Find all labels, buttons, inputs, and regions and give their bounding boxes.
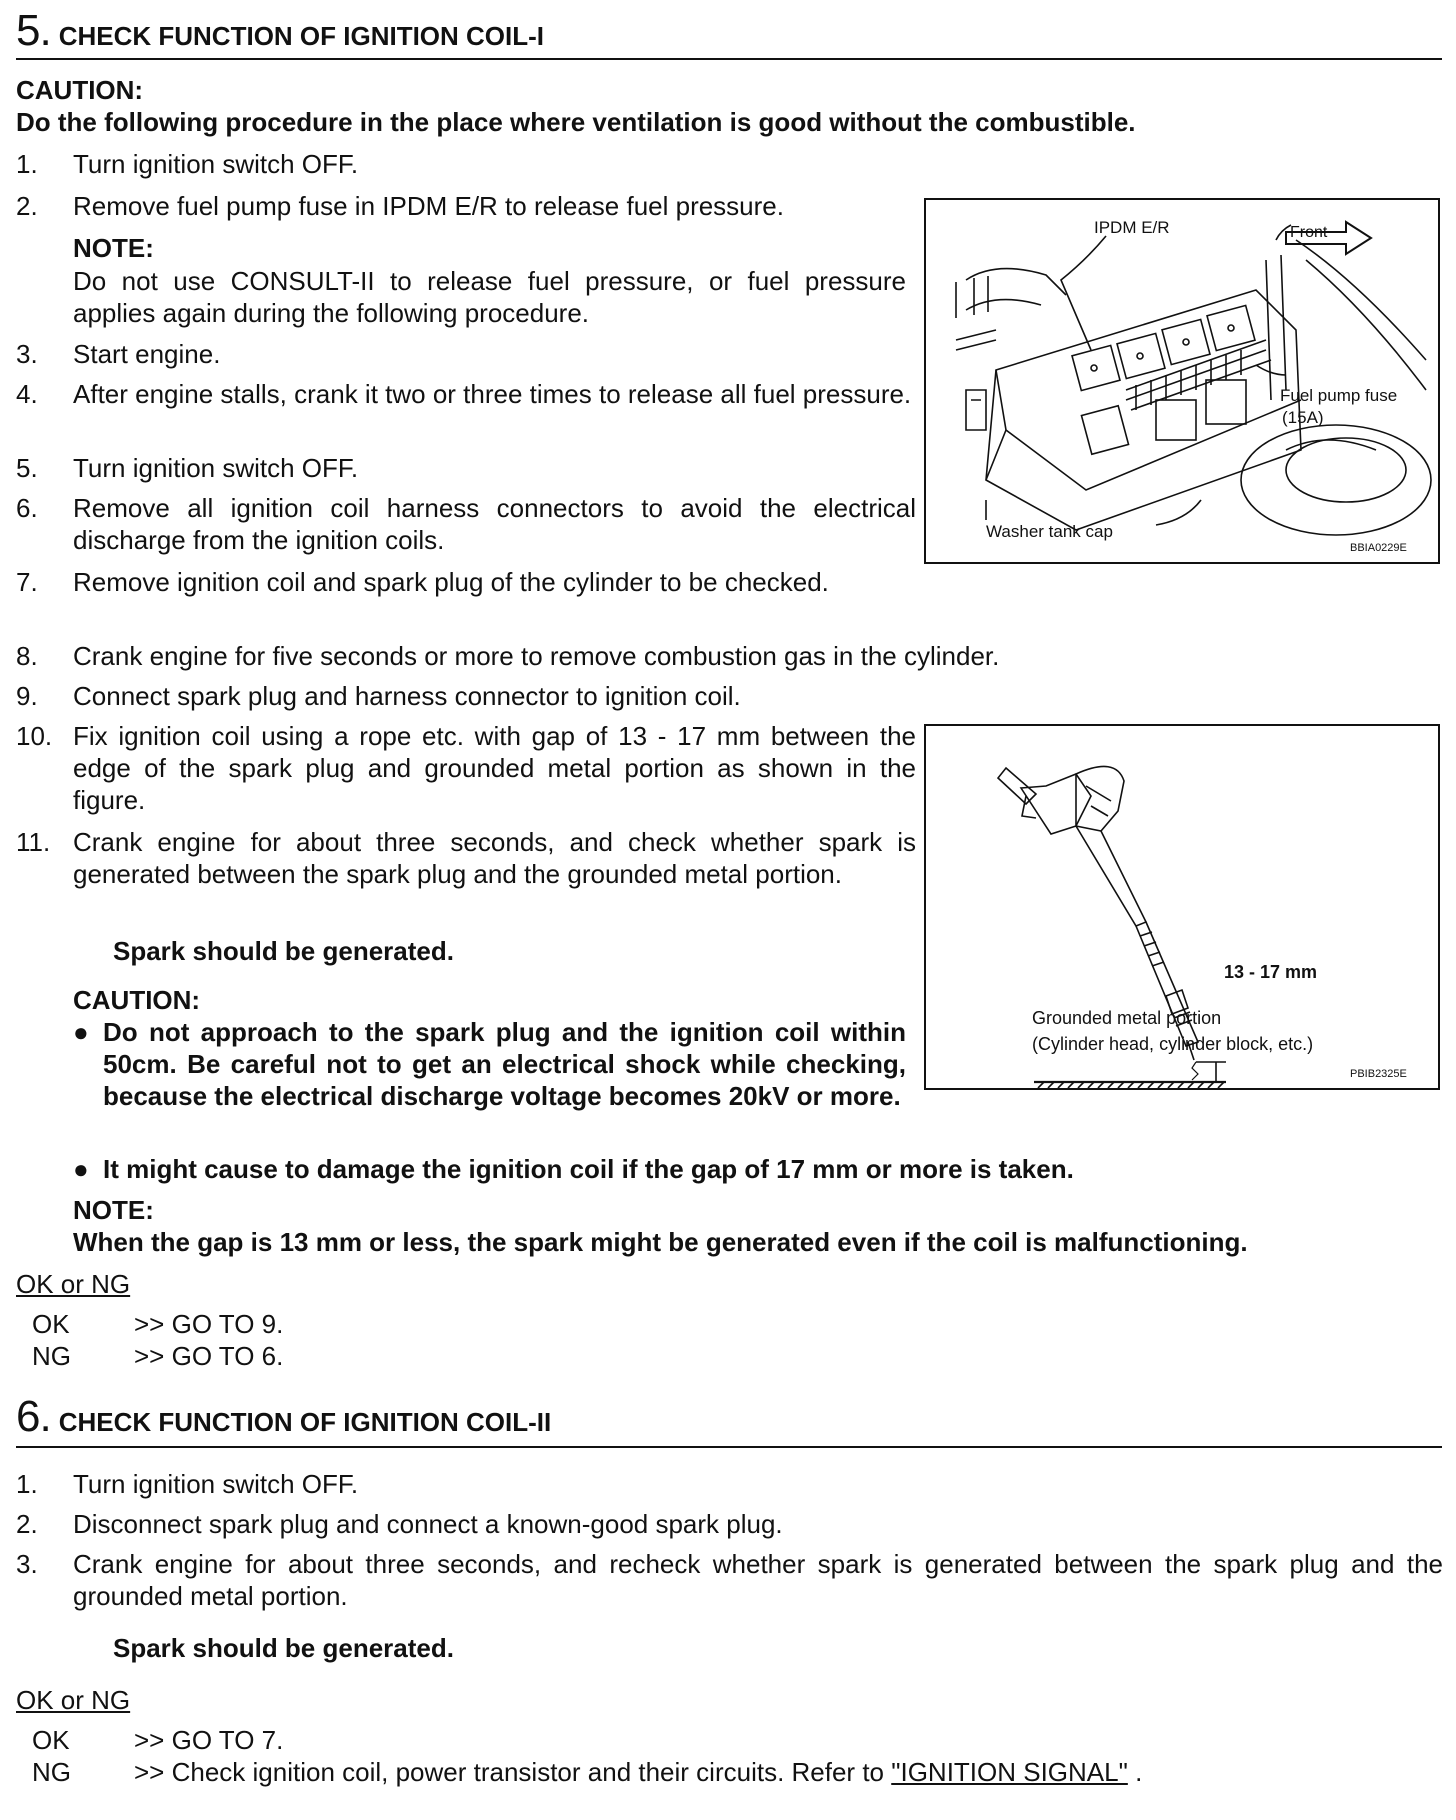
step-text: Disconnect spark plug and connect a known-good spark plug.	[73, 1509, 783, 1539]
step-text: Start engine.	[73, 339, 221, 369]
result-action: >> Check ignition coil, power transistor and their circuits. Refer to	[134, 1757, 892, 1787]
note-text: When the gap is 13 mm or less, the spark might be generated even if the coil is malfunctioning.	[73, 1227, 1248, 1257]
section-5-number: 5.	[16, 6, 51, 55]
caution-label: CAUTION:	[16, 75, 144, 105]
figure-code: PBIB2325E	[1350, 1068, 1407, 1080]
result-action: >> GO TO 9.	[134, 1309, 284, 1339]
figure-ipdm-fuse	[924, 198, 1440, 564]
section-6-title: CHECK FUNCTION OF IGNITION COIL-II	[58, 1407, 552, 1437]
result-action: >> GO TO 6.	[134, 1341, 284, 1371]
step-text: Turn ignition switch OFF.	[73, 1469, 359, 1499]
hose-line	[966, 269, 1066, 295]
step2-note-text: Do not use CONSULT-II to release fuel pressure, or fuel pressure applies again during the following procedure.	[73, 266, 906, 328]
step-text: Crank engine for about three seconds, and recheck whether spark is generated between the spark plug and the grounded metal portion.	[73, 1549, 1443, 1611]
step2-note-label: NOTE:	[73, 233, 154, 263]
label-fuse: Fuel pump fuse	[1280, 386, 1398, 405]
note-label: NOTE:	[73, 1195, 154, 1225]
step-number: 2.	[16, 1509, 38, 1539]
step-number: 1.	[16, 1469, 38, 1499]
step-number: 3.	[16, 339, 38, 369]
section-6-heading	[16, 1392, 551, 1442]
gap-dimension	[1196, 1062, 1226, 1082]
bullet-dot-icon: ●	[73, 1154, 89, 1184]
ipdm-box-outline	[986, 290, 1301, 530]
step-number: 4.	[16, 379, 38, 409]
label-ipdm: IPDM E/R	[1094, 218, 1170, 237]
caution2-label: CAUTION:	[73, 985, 201, 1015]
step-text: Crank engine for five seconds or more to remove combustion gas in the cylinder.	[73, 641, 1000, 671]
coil-connector	[998, 768, 1036, 804]
section-5-heading	[16, 6, 544, 56]
result-heading: OK or NG	[16, 1685, 131, 1715]
spec-text: Spark should be generated.	[113, 1633, 454, 1663]
step-text: Crank engine for about three seconds, and check whether spark is generated between the spark plug and the grounded metal portion.	[73, 827, 916, 889]
figure-code: BBIA0229E	[1350, 542, 1407, 554]
step-number: 1.	[16, 149, 38, 179]
section-5-title: CHECK FUNCTION OF IGNITION COIL-I	[58, 21, 545, 51]
ignition-signal-link[interactable]: "IGNITION SIGNAL"	[891, 1757, 1128, 1787]
ipdm-illustration	[926, 200, 1438, 562]
label-fuse-amp: (15A)	[1282, 408, 1324, 427]
label-front: Front	[1290, 224, 1328, 241]
caution-bullet-text: It might cause to damage the ignition coil if the gap of 17 mm or more is taken.	[103, 1154, 1074, 1184]
leader-fuse	[1256, 365, 1286, 375]
step-text: Fix ignition coil using a rope etc. with gap of 13 - 17 mm between the edge of the spark plug and grounded metal portion as shown in the figure.	[73, 721, 916, 815]
caution-bullet-text: Do not approach to the spark plug and the ignition coil within 50cm. Be careful not to get an electrical shock while checking, because the electrical discharge voltage becomes 20kV or more.	[103, 1017, 906, 1111]
coil-body	[1076, 766, 1124, 831]
step-number: 9.	[16, 681, 38, 711]
step-number: 2.	[16, 191, 38, 221]
label-ground: Grounded metal portion	[1032, 1008, 1222, 1028]
caution-text: Do the following procedure in the place where ventilation is good without the combustible.	[16, 107, 1136, 137]
step-text: Remove fuel pump fuse in IPDM E/R to release fuel pressure.	[73, 191, 784, 221]
result-heading: OK or NG	[16, 1269, 131, 1299]
section-5-rule	[16, 58, 1442, 60]
result-code: OK	[32, 1309, 70, 1339]
section-6-number: 6.	[16, 1392, 51, 1441]
figure-spark-gap	[924, 724, 1440, 1090]
step-text: Connect spark plug and harness connector to ignition coil.	[73, 681, 741, 711]
result-code: OK	[32, 1725, 70, 1755]
step-number: 11.	[16, 827, 51, 857]
step-number: 6.	[16, 493, 38, 523]
result-code: NG	[32, 1757, 71, 1787]
step-text: After engine stalls, crank it two or three times to release all fuel pressure.	[73, 379, 912, 409]
bullet-dot-icon: ●	[73, 1017, 89, 1047]
leader-ipdm	[1061, 236, 1106, 350]
result-action: >> GO TO 7.	[134, 1725, 284, 1755]
result-code: NG	[32, 1341, 71, 1371]
step-text: Turn ignition switch OFF.	[73, 453, 359, 483]
result-action-row	[134, 1756, 1142, 1788]
step-text: Remove ignition coil and spark plug of the cylinder to be checked.	[73, 567, 829, 597]
section-6-rule	[16, 1446, 1442, 1448]
step-number: 8.	[16, 641, 38, 671]
step-number: 5.	[16, 453, 38, 483]
spec-text: Spark should be generated.	[113, 936, 454, 966]
label-gap: 13 - 17 mm	[1224, 962, 1318, 982]
step-number: 3.	[16, 1549, 38, 1579]
step-text: Turn ignition switch OFF.	[73, 149, 359, 179]
step-number: 7.	[16, 567, 38, 597]
step-number: 10.	[16, 721, 53, 751]
label-ground-note: (Cylinder head, cylinder block, etc.)	[1032, 1034, 1314, 1054]
hose-line	[966, 300, 1041, 310]
label-washer: Washer tank cap	[986, 522, 1113, 541]
step-text: Remove all ignition coil harness connectors to avoid the electrical discharge from the ignition coils.	[73, 493, 916, 555]
link-suffix: .	[1127, 1757, 1143, 1787]
